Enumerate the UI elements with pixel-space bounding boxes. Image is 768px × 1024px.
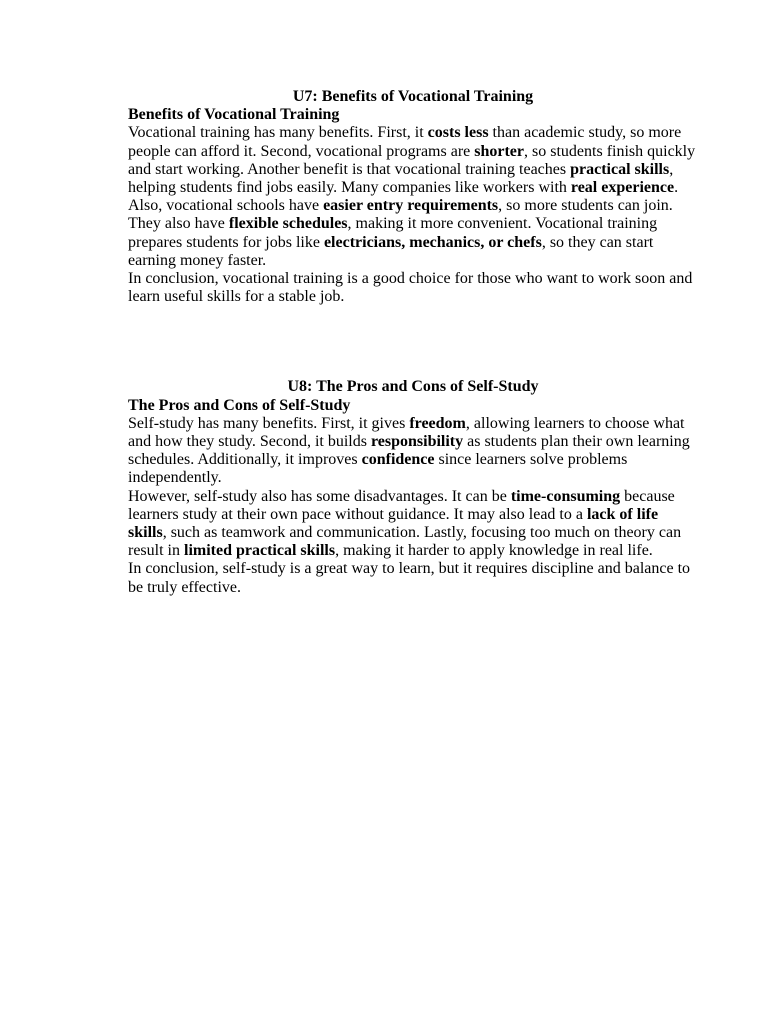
text-run: , allowing learners to choose what and how they study. Second, it builds [128,414,685,451]
bold-text: costs less [427,124,489,142]
section-u7 [128,88,698,306]
bold-text: easier entry requirements [323,197,499,215]
paragraph-conclusion: In conclusion, vocational training is a good choice for those who want to work soon and learn useful skills for a stable job. [128,270,693,306]
text-run: , so they can start earning money faster. [128,233,654,269]
text-run: , making it more convenient. Vocational training prepares students for jobs like [128,215,658,251]
paragraph-benefits-entry [128,197,698,270]
text-run: Self-study has many benefits. First, it gives [128,414,410,432]
text-run: , helping students find jobs easily. Many companies like workers with [128,160,674,197]
paragraph-cons [128,488,698,561]
bold-text: lack of life skills [128,505,659,542]
section-title: Benefits of Vocational Training [128,106,340,124]
bold-text: shorter [474,142,525,160]
text-run: , such as teamwork and communication. Lastly, focusing too much on theory can result in [128,524,682,560]
paragraph-conclusion: In conclusion, self-study is a great way to learn, but it requires discipline and balance to be truly effective. [128,560,691,596]
text-run: , so more students can join. They also have [128,197,673,233]
text-run: However, self-study also has some disadvantages. It can be [128,487,511,505]
text-run: because learners study at their own pace without guidance. It may also lead to a [128,487,675,523]
section-heading: U7: Benefits of Vocational Training [292,88,534,105]
text-run: Vocational training has many benefits. First, it [128,124,428,142]
bold-text: practical skills [570,160,670,178]
bold-text: electricians, mechanics, or chefs [323,233,542,251]
text-run: since learners solve problems independently. [128,451,628,487]
text-run: , so students finish quickly and start working. Another benefit is that vocational training teaches [128,142,696,178]
section-u8 [128,378,698,596]
section-heading: U8: The Pros and Cons of Self-Study [287,378,539,396]
text-run: as students plan their own learning schedules. Additionally, it improves [128,433,690,469]
document-page [128,88,698,597]
text-run: , making it harder to apply knowledge in real life. [335,542,653,560]
bold-text: real experience [570,179,675,197]
text-run: Also, vocational schools have [128,197,324,215]
bold-text: time-consuming [510,487,621,505]
bold-text: responsibility [370,433,464,451]
text-run: than academic study, so more people can afford it. Second, vocational programs are [128,124,682,160]
paragraph-benefits-cost [128,124,698,197]
section-title: The Pros and Cons of Self-Study [128,396,351,414]
bold-text: limited practical skills [184,542,336,560]
text-run: . [674,179,679,197]
paragraph-pros [128,415,698,488]
bold-text: flexible schedules [228,215,348,233]
bold-text: confidence [361,451,435,469]
bold-text: freedom [409,414,466,432]
